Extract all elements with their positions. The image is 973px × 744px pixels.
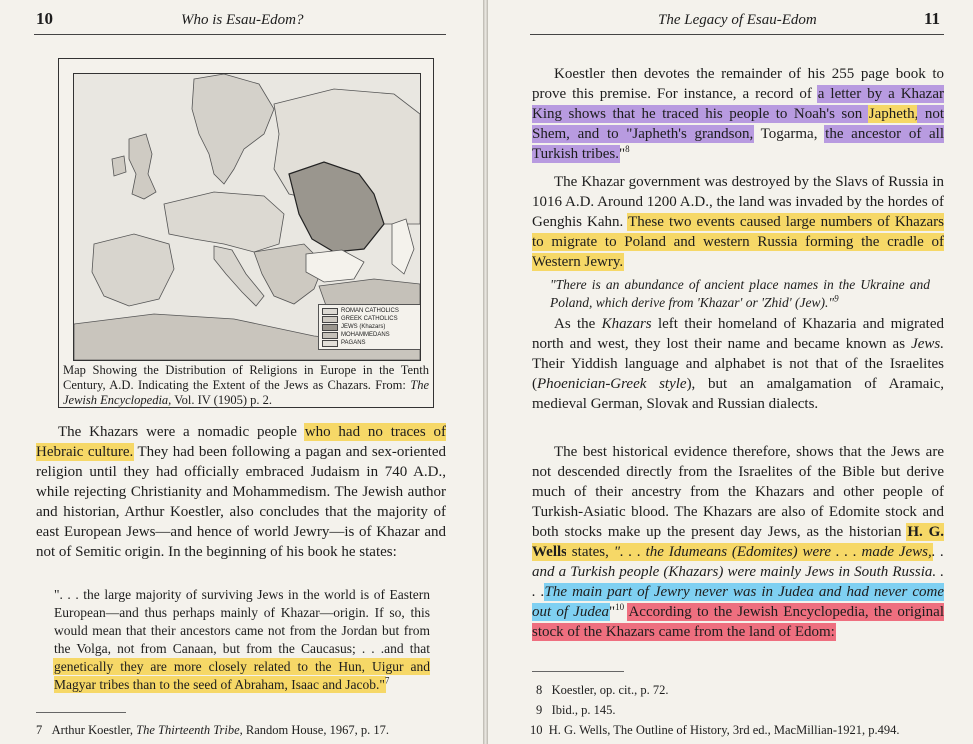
footnote-text: H. G. Wells, The Outline of History, 3rd ed., MacMillian-1921, p.494. (548, 723, 900, 737)
legend-item (322, 331, 420, 339)
paragraph (532, 442, 944, 642)
map-legend (318, 304, 421, 350)
footnote-ref: 8 (625, 144, 630, 154)
footnote-number: 7 (36, 723, 43, 737)
footnote-number: 9 (536, 703, 543, 717)
legend-item (322, 339, 420, 347)
footnote-text: Koestler, op. cit., p. 72. (551, 683, 669, 697)
italic-text: . . and a Turkish people (Khazars) were mainly Jews in South Russia. . . . (532, 544, 944, 600)
right-page (488, 0, 973, 744)
footnote (530, 722, 900, 738)
europe-map-image (73, 73, 421, 361)
legend-label: PAGANS (341, 340, 366, 346)
text: Arthur Koestler, (51, 723, 137, 737)
footnote-rule (36, 712, 126, 713)
highlight-yellow: These two events caused large numbers of Khazars to migrate to Poland and western Russia forming the cradle of Western Jewry. (532, 214, 944, 270)
italic-text: Phoenician-Greek style (537, 376, 687, 392)
highlight-yellow: states, (567, 544, 614, 560)
legend-swatch (322, 340, 338, 347)
legend-swatch (322, 316, 338, 323)
text: As the (554, 316, 602, 332)
text: The Khazar government was destroyed by the Slavs of Russia in 1016 A.D. Around 1200 A.D., the land was invaded by the hordes of Genghis Kahn. (532, 174, 944, 230)
text: Koestler then devotes the remainder of his 255 page book to prove this premise. For instance, a record of (532, 66, 944, 102)
highlight-yellow: ". . . the Idumeans (Edomites) were . . . made Jews, (613, 544, 932, 560)
legend-item (322, 323, 420, 331)
paragraph (532, 314, 944, 414)
text: " (618, 146, 626, 162)
text: "There is an abundance of ancient place names in the Ukraine and Poland, which derive from 'Khazar' or 'Zhid' (Jew)." (550, 277, 930, 310)
highlight-purple: not Shem, and to "Japheth's grandson, (532, 106, 944, 142)
running-title: The Legacy of Esau-Edom (658, 12, 817, 28)
text: " (609, 604, 616, 620)
paragraph (532, 172, 944, 272)
footnote-text: Ibid., p. 145. (551, 703, 616, 717)
text: left their homeland of Khazaria and migrated north and west, they lost their name and became known as (532, 316, 944, 352)
highlight-yellow: H. G. Wells (532, 524, 944, 560)
header-rule (530, 34, 944, 35)
footnote-ref: 9 (834, 293, 839, 304)
legend-item (322, 307, 420, 315)
block-quote (550, 276, 930, 312)
block-quote (54, 586, 430, 694)
highlight-red: According to the Jewish Encyclopedia, the original stock of the Khazars came from the land of Edom: (532, 604, 944, 640)
text: Togarma, (753, 126, 826, 142)
highlight-purple: a letter by a Khazar King shows that he traced his people to Noah's son (532, 86, 944, 122)
highlight-yellow: genetically they are more closely related to the Hun, Uigur and Magyar tribes than to the seed of Abraham, Isaac and Jacob." (54, 659, 430, 692)
map-figure (58, 58, 434, 408)
italic-text: Jews. (911, 336, 944, 352)
legend-item (322, 315, 420, 323)
legend-label: JEWS (Khazars) (341, 324, 386, 330)
paragraph (36, 422, 446, 562)
caption-text: Vol. IV (1905) p. 2. (171, 393, 272, 407)
footnote-ref: 10 (615, 602, 625, 612)
footnote (536, 682, 668, 698)
caption-source: The Jewish Encyclopedia, (63, 378, 429, 407)
footnote (36, 722, 389, 738)
text: ". . . the large majority of surviving Jews in the world is of Eastern European—and thus perhaps mainly of Khazar—origin. If so, this would mean that their ancestors came not from the Jordan but from the Volga, not from Canaan, but from the Caucasus; . . .and that (54, 587, 430, 656)
text: They had been following a pagan and sex-oriented religion until they had officially embraced Judaism in 740 A.D., while rejecting Christianity and Mohammedism. The Jewish author and historian, Arthur Koestler, also concludes that the majority of east European Jews—and hence of world Jewry—is of Khazar and not of Semitic origin. In the beginning of his book he states: (36, 444, 446, 560)
page-number: 10 (36, 9, 53, 28)
footnote-ref: 7 (384, 675, 390, 686)
footnote-rule (532, 671, 624, 672)
legend-swatch (322, 324, 338, 331)
highlight-purple: the ancestor of all Turkish tribes. (532, 126, 944, 162)
highlight-blue: The main part of Jewry never was in Judea and had never come out of Judea (532, 584, 944, 620)
legend-swatch (322, 332, 338, 339)
book-title: The Thirteenth Tribe, (136, 723, 243, 737)
highlight-yellow: Japheth, (868, 106, 919, 122)
map-caption (63, 363, 429, 408)
page-number: 11 (924, 9, 941, 28)
footnote-number: 10 (530, 723, 543, 737)
footnote (536, 702, 616, 718)
paragraph (532, 64, 944, 164)
italic-text: Khazars (601, 316, 652, 332)
header-rule (34, 34, 446, 35)
text: ), but an amalgamation of Aramaic, medieval German, Slovak and Russian dialects. (532, 376, 945, 412)
legend-label: GREEK CATHOLICS (341, 316, 398, 322)
legend-swatch (322, 308, 338, 315)
running-title: Who is Esau-Edom? (181, 12, 304, 28)
highlight-yellow: who had no traces of Hebraic culture. (36, 424, 446, 460)
text: The Khazars were a nomadic people (58, 424, 305, 440)
text: The best historical evidence therefore, shows that the Jews are not descended directly from the Israelites of the Bible but derive much of their ancestry from the Khazars and other people of Turkish-Asiatic blood. The Khazars are also of Edomite stock and both stocks make up the present day Jews, as the historian (532, 444, 944, 540)
legend-label: MOHAMMEDANS (341, 332, 390, 338)
legend-label: ROMAN CATHOLICS (341, 308, 399, 314)
caption-text: Map Showing the Distribution of Religions in Europe in the Tenth Century, A.D. Indicating the Extent of the Jews as Chazars. From: (63, 363, 429, 392)
footnote-number: 8 (536, 683, 543, 697)
text: Random House, 1967, p. 17. (242, 723, 389, 737)
text: Their Yiddish language and alphabet is not that of the Israelites ( (532, 356, 944, 392)
left-page (0, 0, 483, 744)
